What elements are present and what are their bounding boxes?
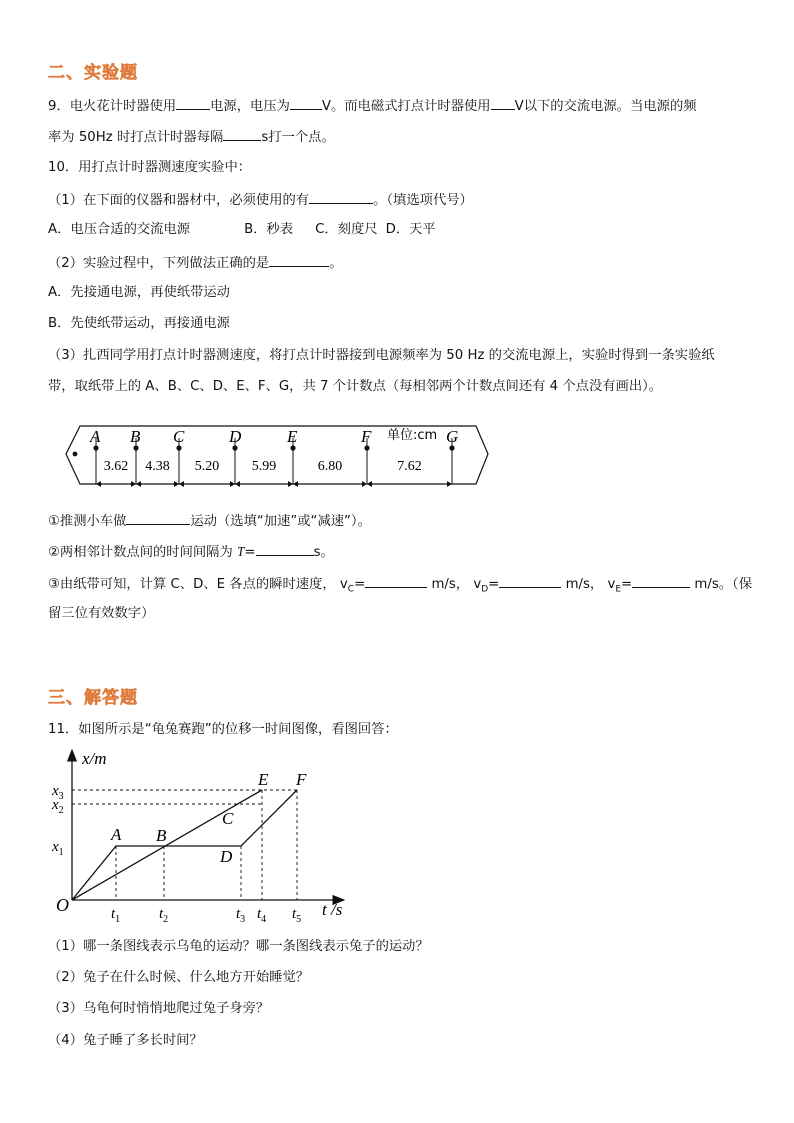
- paper-tape-figure: [56, 418, 496, 490]
- guide-lines: [72, 790, 297, 900]
- q11-stem: 11．如图所示是“龟兔赛跑”的位移一时间图像，看图回答：: [48, 722, 398, 737]
- q10-part2-option-a: A．先接通电源，再使纸带运动: [48, 285, 230, 300]
- answer-blank: [632, 573, 690, 588]
- tape-segment-length: 5.99: [251, 459, 277, 474]
- x-tick-label: $t_2$: [159, 906, 169, 925]
- y-tick-label: $x_3$: [52, 783, 64, 802]
- tape-point: [133, 445, 138, 450]
- tape-point-label: A: [90, 427, 101, 446]
- tape-segment-length: 7.62: [397, 459, 422, 474]
- tape-segment-length: 4.38: [145, 459, 170, 474]
- q11-question-1: （1）哪一条图线表示乌龟的运动？哪一条图线表示兔子的运动？: [48, 939, 429, 954]
- x-axis-label: t /s: [322, 900, 343, 919]
- tape-point: [93, 445, 98, 450]
- tape-point: [176, 445, 181, 450]
- answer-blank: [491, 95, 515, 110]
- graph-point-label: A: [111, 825, 122, 844]
- tape-point-label: B: [130, 427, 141, 446]
- answer-blank: [126, 510, 190, 525]
- tape-point-label: C: [173, 427, 185, 446]
- q10-sub2: ②两相邻计数点间的时间间隔为 T= s。: [48, 541, 334, 563]
- graph-point-label: F: [296, 770, 307, 789]
- tape-unit: 单位:cm: [387, 428, 438, 443]
- answer-blank: [365, 573, 427, 588]
- option-b: B．秒表: [244, 222, 294, 237]
- tape-point-label: D: [229, 427, 242, 446]
- x-tick-label: $t_4$: [257, 906, 267, 925]
- answer-blank: [499, 573, 561, 588]
- origin-label: O: [56, 895, 69, 915]
- tape-point: [232, 445, 237, 450]
- y-axis-label: x/m: [82, 749, 107, 768]
- rabbit-line: [72, 790, 297, 900]
- q10-stem: 10．用打点计时器测速度实验中：: [48, 160, 252, 175]
- q9-line2: 率为 50Hz 时打点计时器每隔 s打一个点。: [48, 126, 335, 148]
- q10-part2-option-b: B．先使纸带运动，再接通电源: [48, 316, 230, 331]
- section-title-answer: 三、解答题: [48, 688, 138, 708]
- tape-start-dot: [73, 452, 78, 457]
- answer-blank: [269, 252, 329, 267]
- q10-part3-line1: （3）扎西同学用打点计时器测速度，将打点计时器接到电源频率为 50 Hz 的交流电源上，实验时得到一条实验纸: [48, 348, 715, 363]
- answer-blank: [290, 95, 322, 110]
- section-title-experiment: 二、实验题: [48, 63, 138, 83]
- tape-point-label: E: [287, 427, 298, 446]
- y-tick-label: $x_2$: [52, 797, 64, 816]
- graph-point-label: D: [220, 847, 233, 866]
- graph-point-label: B: [156, 826, 167, 845]
- xt-graph: [48, 744, 368, 926]
- q10-part1-options: [48, 220, 436, 240]
- x-tick-label: $t_5$: [292, 906, 302, 925]
- tape-segment-length: 5.20: [194, 459, 220, 474]
- graph-point-label: E: [258, 770, 269, 789]
- tape-point: [364, 445, 369, 450]
- x-tick-label: $t_1$: [111, 906, 121, 925]
- tape-point-label: F: [361, 427, 372, 446]
- q9-line1: 9．电火花计时器使用 电源，电压为 V。而电磁式打点计时器使用 V以下的交流电源。当电源的频: [48, 95, 697, 117]
- q10-sub3-line2: 留三位有效数字）: [48, 606, 155, 621]
- q10-part2: （2）实验过程中，下列做法正确的是 。: [48, 252, 343, 274]
- x-tick-label: $t_3$: [236, 906, 246, 925]
- y-tick-label: $x_1$: [52, 839, 64, 858]
- tape-point-label: G: [446, 427, 459, 446]
- q10-sub3: ③由纸带可知，计算 C、D、E 各点的瞬时速度， $v_C= m/s$， $v_D= m/s$， $v_E= m/s$。（保: [48, 573, 752, 600]
- tape-point: [449, 445, 454, 450]
- q10-part1: （1）在下面的仪器和器材中，必须使用的有 。（填选项代号）: [48, 189, 473, 211]
- answer-blank: [309, 189, 373, 204]
- q11-question-3: （3）乌龟何时悄悄地爬过兔子身旁？: [48, 1001, 270, 1016]
- q11-question-4: （4）兔子睡了多长时间？: [48, 1033, 203, 1048]
- option-c: C．刻度尺: [315, 222, 378, 237]
- option-d: D．天平: [385, 222, 436, 237]
- graph-point-label: C: [222, 809, 234, 828]
- option-a: A．电压合适的交流电源: [48, 222, 191, 237]
- tape-point: [290, 445, 295, 450]
- tape-segment-length: 6.80: [317, 459, 343, 474]
- q11-question-2: （2）兔子在什么时候、什么地方开始睡觉？: [48, 970, 310, 985]
- tortoise-line: [72, 790, 262, 900]
- q10-part3-line2: 带，取纸带上的 A、B、C、D、E、F、G，共 7 个计数点（每相邻两个计数点间还有 4 个点没有画出）。: [48, 379, 663, 394]
- q10-sub1: ①推测小车做 运动（选填“加速”或“减速”）。: [48, 510, 371, 532]
- answer-blank: [176, 95, 210, 110]
- answer-blank: [223, 126, 261, 141]
- tape-segment-length: 3.62: [103, 459, 129, 474]
- answer-blank: [256, 541, 314, 556]
